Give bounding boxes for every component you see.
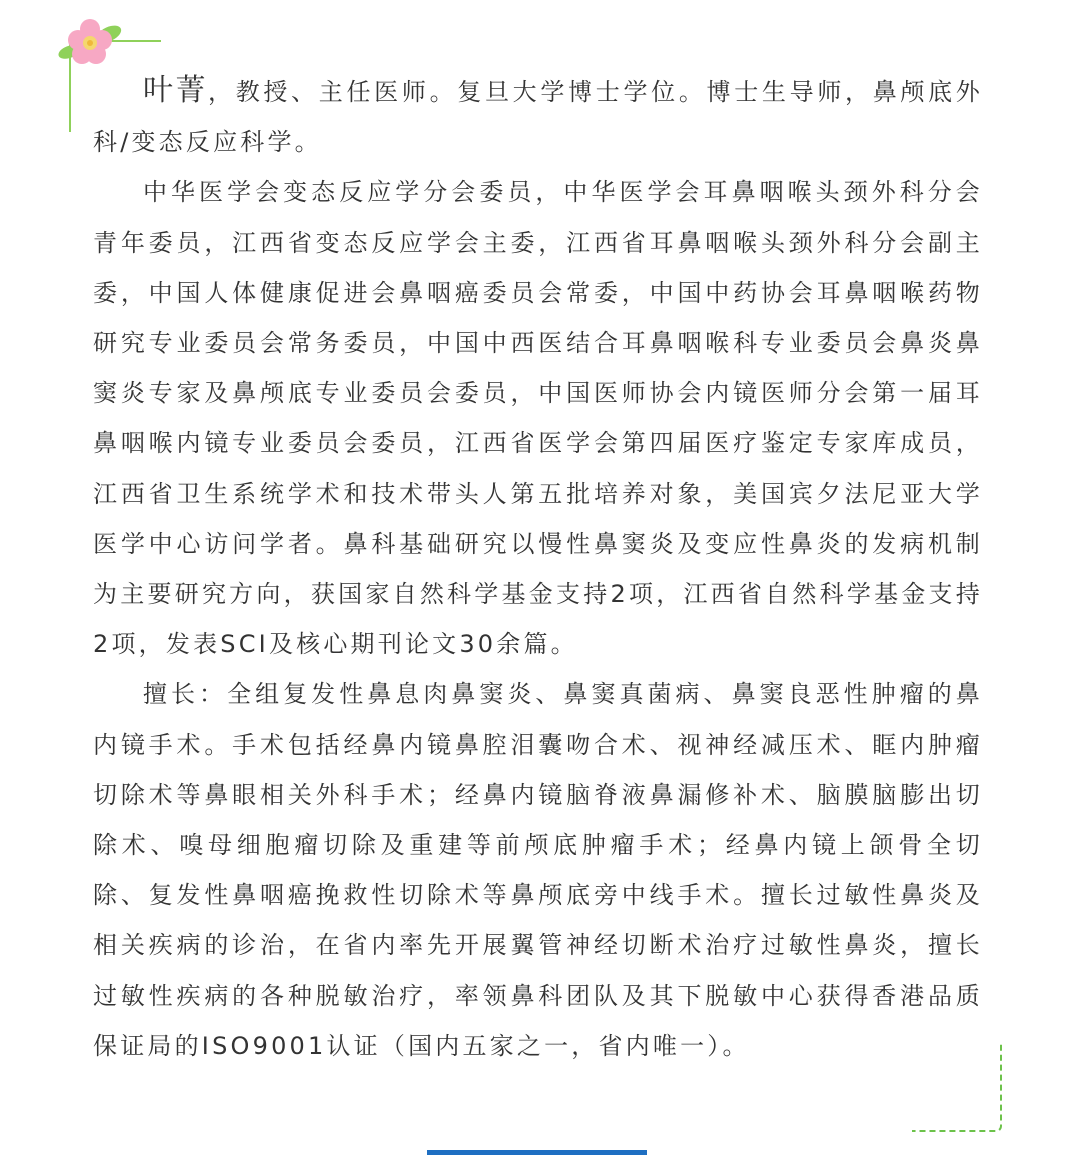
bottom-accent-bar: [427, 1150, 647, 1155]
expertise-paragraph: 擅长：全组复发性鼻息肉鼻窦炎、鼻窦真菌病、鼻窦良恶性肿瘤的鼻内镜手术。手术包括经鼻内镜鼻腔泪囊吻合术、视神经减压术、眶内肿瘤切除术等鼻眼相关外科手术；经鼻内镜脑脊液鼻漏修补术、脑膜脑膨出切除术、嗅母细胞瘤切除及重建等前颅底肿瘤手术；经鼻内镜上颌骨全切除、复发性鼻咽癌挽救性切除术等鼻颅底旁中线手术。擅长过敏性鼻炎及相关疾病的诊治，在省内率先开展翼管神经切断术治疗过敏性鼻炎，擅长过敏性疾病的各种脱敏治疗，率领鼻科团队及其下脱敏中心获得香港品质保证局的ISO9001认证（国内五家之一，省内唯一）。: [93, 680, 983, 1060]
intro-paragraph: [93, 66, 983, 167]
profile-text: [93, 66, 983, 1071]
pink-flower-icon: [55, 12, 125, 72]
memberships-paragraph: 中华医学会变态反应学分会委员，中华医学会耳鼻咽喉头颈外科分会青年委员，江西省变态反应学会主委，江西省耳鼻咽喉头颈外科分会副主委，中国人体健康促进会鼻咽癌委员会常委，中国中药协会耳鼻咽喉药物研究专业委员会常务委员，中国中西医结合耳鼻咽喉科专业委员会鼻炎鼻窦炎专家及鼻颅底专业委员会委员，中国医师协会内镜医师分会第一届耳鼻咽喉内镜专业委员会委员，江西省医学会第四届医疗鉴定专家库成员，江西省卫生系统学术和技术带头人第五批培养对象，美国宾夕法尼亚大学医学中心访问学者。鼻科基础研究以慢性鼻窦炎及变应性鼻炎的发病机制为主要研究方向，获国家自然科学基金支持2项，江西省自然科学基金支持2项，发表SCI及核心期刊论文30余篇。: [93, 178, 983, 659]
doctor-name: 叶菁: [143, 73, 208, 108]
dashed-corner-decoration: [912, 1044, 1002, 1132]
intro-text: ，教授、主任医师。复旦大学博士学位。博士生导师，鼻颅底外科/变态反应科学。: [93, 78, 983, 157]
